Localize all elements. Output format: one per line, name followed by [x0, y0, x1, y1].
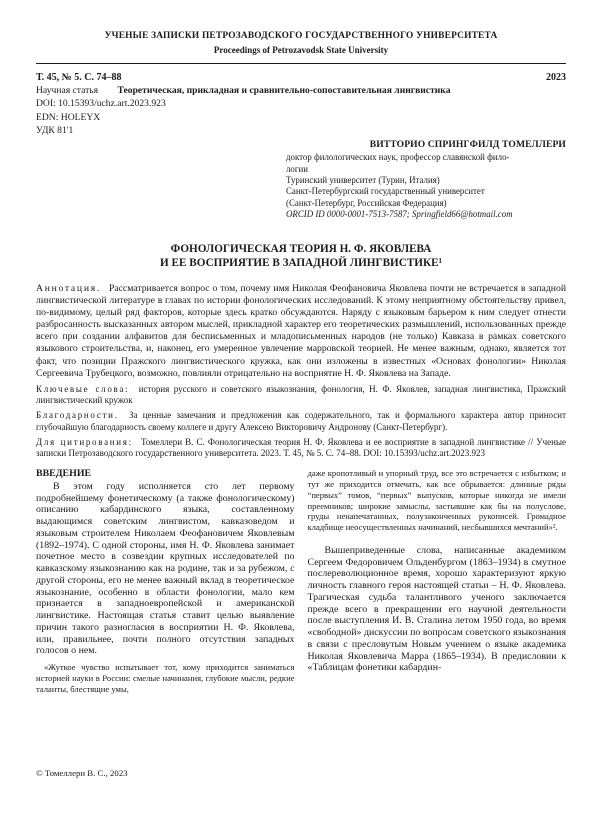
author-affiliation-2-location: (Санкт-Петербург, Российская Федерация)	[286, 197, 447, 208]
author-degree-cont: логии	[286, 163, 309, 174]
abstract-text: Рассматривается вопрос о том, почему имя Николая Феофановича Яковлева почти не встречается в западной лингвистической литературе в главах по истории фонологических исследований. К этому неприятному обстоятельству привел, по-видимому, целый ряд факторов, которые здесь кратко обсуждаются. Наряду с языковым барьером к ним следует отнести разбросанность высказанных автором мыслей, прикладной характер его теоретических размышлений, использованных прежде всего при создании алфавитов для бесписьменных и младописьменных народов (не только) Кавказа в рамках советского языкового строительства, и, наконец, его умеренное увлечение марровской теорией. Не менее важным, однако, является тот факт, что позиции Пражского лингвистического кружка, как они изложены в известных «Основах фонологии» Николая Сергеевича Трубецкого, возможно, повлияли отрицательно на восприятие Н. Ф. Яковлева на Западе.	[36, 282, 566, 379]
author-affiliation-2: Санкт-Петербургский государственный университет	[286, 186, 485, 197]
keywords-label: Ключевые слова:	[36, 383, 130, 394]
author-affiliation-1: Туринский университет (Турин, Италия)	[286, 174, 440, 185]
journal-header	[36, 30, 566, 64]
block-quote-left: «Жуткое чувство испытывает тот, кому приходится заниматься историей науки в России: смелые начинания, глубокие мысли, редкие таланты, блестящие умы,	[36, 662, 295, 694]
article-category: Теоретическая, прикладная и сравнительно-сопоставительная лингвистика	[117, 85, 451, 97]
doi: DOI: 10.15393/uchz.art.2023.923	[36, 98, 166, 110]
volume-info: Т. 45, № 5. С. 74–88	[36, 72, 122, 83]
article-type-row	[36, 84, 566, 97]
article-type: Научная статья	[36, 85, 99, 97]
acknowledgments-label: Благодарности.	[36, 410, 119, 421]
citation-label: Для цитирования:	[36, 436, 133, 447]
introduction-heading: ВВЕДЕНИЕ	[36, 468, 92, 480]
author-block	[286, 139, 566, 220]
left-column	[36, 468, 295, 694]
keywords-text: история русского и советского языкознания, фонология, Н. Ф. Яковлев, западная лингвистика, Пражский лингвистический кружок	[36, 383, 566, 406]
article-meta	[36, 71, 566, 137]
block-quote-right: даже кропотливый и упорный труд, все это встречается с избытком; и тут же приходится отмечать, как все обрывается: длинные ряды “первых” томов, “первых” выпусков, которые никогда не имели преемников; широкие замыслы, застывшие как бы на полуслове, груды ненапечатанных, полузаконченных рукописей. Громадное кладбище неосуществленных начинаний, несбывшихся мечтаний»².	[307, 468, 566, 533]
article-title	[36, 243, 566, 271]
article-title-line2: И ЕЕ ВОСПРИЯТИЕ В ЗАПАДНОЙ ЛИНГВИСТИКЕ¹	[160, 256, 442, 269]
citation	[36, 437, 566, 459]
volume-year-row	[36, 71, 566, 84]
acknowledgments-text: За ценные замечания и предложения как содержательного, так и формального характера автор приносит глубочайшую благодарность своему коллеге и другу Алексею Викторовичу Андронову (Санкт-Петербург).	[36, 410, 567, 432]
acknowledgments	[36, 410, 566, 432]
author-degree: доктор филологических наук, профессор славянской фило-	[286, 152, 510, 163]
abstract-label: Аннотация.	[36, 282, 101, 294]
author-orcid-email: ORCID ID 0000-0001-7513-7587; Springfield66@hotmail.com	[286, 208, 513, 219]
copyright-notice: © Томеллери В. С., 2023	[36, 768, 128, 778]
journal-title-en: Proceedings of Petrozavodsk State University	[213, 45, 389, 55]
right-column	[308, 468, 567, 694]
body-columns	[36, 468, 566, 694]
header-divider	[36, 63, 566, 64]
udk: УДК 81'1	[36, 124, 74, 136]
abstract	[36, 283, 566, 380]
year: 2023	[546, 72, 566, 83]
citation-text: Томеллери В. С. Фонологическая теория Н. Ф. Яковлева и ее восприятие в западной лингвистике // Ученые записки Петрозаводского государственного университета. 2023. Т. 45, № 5. С. 74–88. DOI: 10.15393/uchz.art.2023.923	[36, 436, 566, 458]
journal-title-ru: УЧЕНЫЕ ЗАПИСКИ ПЕТРОЗАВОДСКОГО ГОСУДАРСТВЕННОГО УНИВЕРСИТЕТА	[104, 31, 498, 41]
introduction-paragraph-2: Вышеприведенные слова, написанные академиком Сергеем Федоровичем Ольденбургом (1863–1934) в смутное послереволюционное время, хорошо характеризуют яркую личность главного героя настоящей статьи – Н. Ф. Яковлева. Трагическая судьба талантливого ученого заключается прежде всего в прекращении его научной деятельности после выступления И. В. Сталина летом 1950 года, во время «свободной» дискуссии по вопросам советского языкознания в связи с пресловутым Новым учением о языке академика Николая Яковлевича Марра (1865–1934). В предисловии к «Таблицам фонетики кабардин-	[307, 544, 566, 674]
article-title-line1: ФОНОЛОГИЧЕСКАЯ ТЕОРИЯ Н. Ф. ЯКОВЛЕВА	[170, 243, 432, 256]
edn: EDN: HOLEYX	[36, 111, 101, 123]
author-name: ВИТТОРИО СПРИНГФИЛД ТОМЕЛЛЕРИ	[369, 139, 566, 151]
keywords	[36, 384, 566, 406]
introduction-paragraph-1: В этом году исполняется сто лет первому подробнейшему фонетическому (а также фонологическому) описанию кабардинского языка, составленному выдающимся советским лингвистом, кавказоведом и языковым строителем Николаем Феофановичем Яковлевым (1892–1974). С одной стороны, имя Н. Ф. Яковлева занимает почетное место в созвездии крупных исследователей по кавказскому языкознанию как на родине, так и за рубежом, с другой стороны, его не менее важный вклад в теоретическое языкознание, особенно в области фонологии, мало кем признается в западноевропейской и американской лингвистике. Настоящая статья ставит целью выявление причин такого разногласия в восприятии Н. Ф. Яковлева, или, правильнее, почти полного отсутствия западных голосов о нем.	[36, 480, 295, 657]
